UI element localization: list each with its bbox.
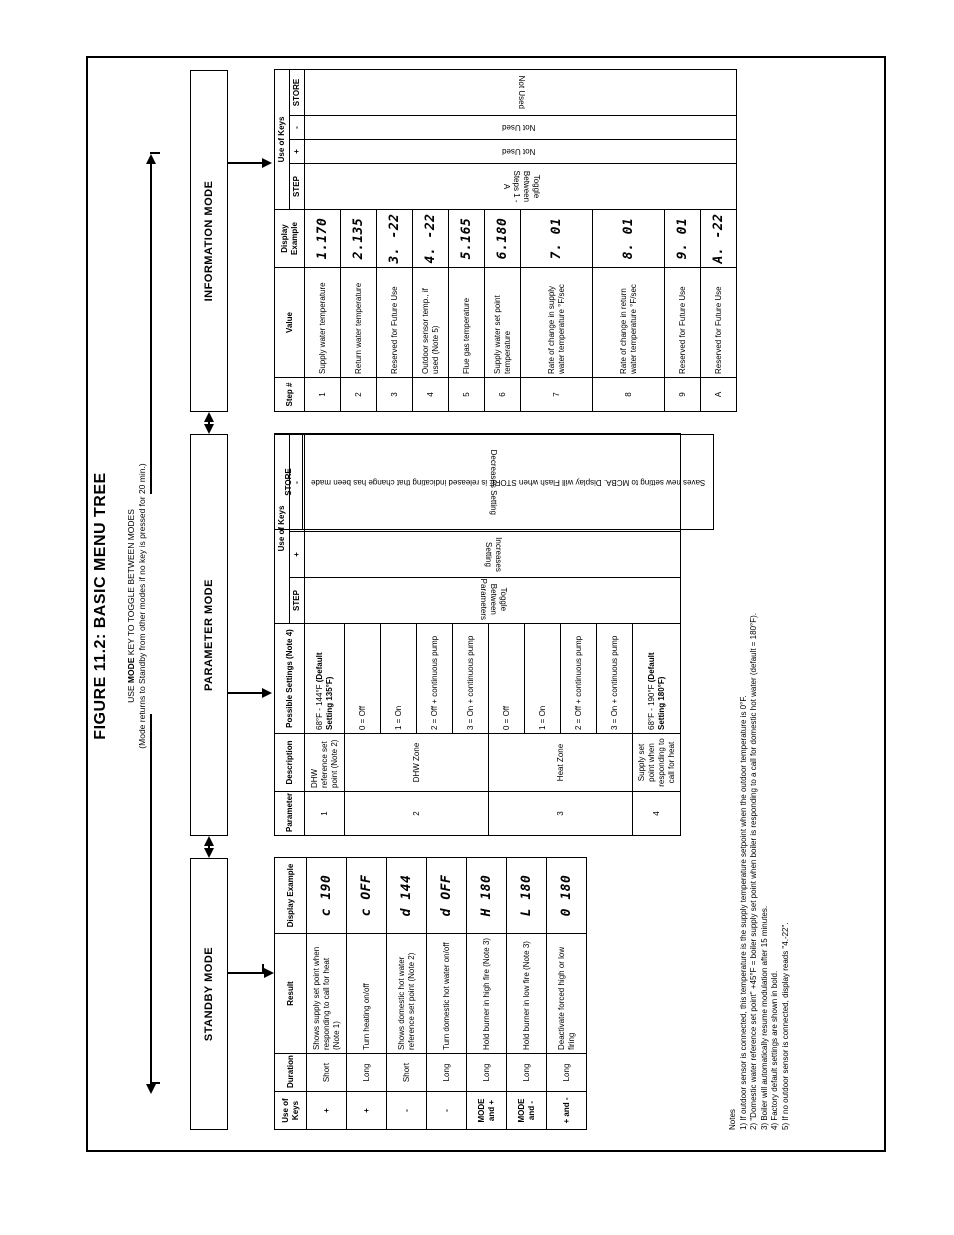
parameter-mode-box[interactable]: PARAMETER MODE: [190, 434, 228, 836]
info-display: 4. -22: [413, 210, 449, 268]
note-item: 3) Boiler will automatically resume modulation after 15 minutes.: [759, 905, 769, 1130]
param-1-desc: DHW reference set point (Note 2): [305, 734, 345, 792]
info-table: [274, 69, 737, 412]
info-step: 5: [449, 378, 485, 412]
parameter-down-line: [228, 692, 262, 694]
info-value: Reserved for Future Use: [701, 268, 737, 378]
param-2-s1: 1 = On: [381, 624, 417, 734]
param-step-text: Toggle Between Parameters: [478, 578, 508, 621]
figure-frame: [86, 56, 886, 1152]
info-value: Reserved for Future Use: [377, 268, 413, 378]
note-item: 5) If no outdoor sensor is connected, display reads "4.-22".: [780, 922, 790, 1130]
info-step: 4: [413, 378, 449, 412]
info-header-plus: +: [290, 140, 305, 164]
param-2-s2: 2 = Off + continuous pump: [417, 624, 453, 734]
param-store-cell: [302, 434, 714, 530]
info-value: Rate of change in supply water temperature °F/sec: [521, 268, 593, 378]
info-step: 3: [377, 378, 413, 412]
subtitle-suffix: KEY TO TOGGLE BETWEEN MODES: [126, 509, 136, 658]
info-header-value: Value: [275, 268, 305, 378]
standby-keys: -: [387, 1092, 427, 1130]
info-display: 3. -22: [377, 210, 413, 268]
standby-display: c 190: [307, 858, 347, 934]
standby-duration: Long: [427, 1054, 467, 1092]
arrow-parameter-information-left: [204, 424, 214, 434]
param-1-setting-range: 68°F - 144°F: [314, 682, 324, 730]
rotated-page: [88, 58, 888, 1154]
info-header-minus: -: [290, 116, 305, 140]
toggle-tick-right: [150, 152, 160, 154]
standby-row: [547, 858, 587, 1130]
standby-result: Turn heating on/off: [347, 934, 387, 1054]
standby-keys: -: [427, 1092, 467, 1130]
note-item: 2) "Domestic water reference set point" +45°F = boiler supply set point when boiler is responding to a call for domestic hot water (default = 180°F).: [749, 612, 758, 1130]
info-value: Return water temperature: [341, 268, 377, 378]
subtitle-prefix: USE: [126, 683, 136, 703]
standby-row: [387, 858, 427, 1130]
info-step: 2: [341, 378, 377, 412]
param-2-num: 2: [345, 792, 489, 836]
param-header-plus: +: [290, 532, 305, 578]
standby-keys: MODE and +: [467, 1092, 507, 1130]
info-value: Supply water set point temperature: [485, 268, 521, 378]
param-header-parameter: Parameter: [275, 792, 305, 836]
info-minus-text: Not Used: [502, 123, 536, 133]
standby-keys: +: [307, 1092, 347, 1130]
info-value: Supply water temperature: [305, 268, 341, 378]
info-header-row-1: [275, 69, 290, 411]
standby-down-arrow: [264, 968, 274, 978]
param-plus-text: Increases Setting: [483, 537, 503, 572]
info-store-cell: [305, 69, 737, 115]
standby-row: [507, 858, 547, 1130]
standby-duration: Long: [347, 1054, 387, 1092]
param-4-setting: [633, 624, 681, 734]
standby-down-line: [228, 972, 264, 974]
param-3-s2: 2 = Off + continuous pump: [561, 624, 597, 734]
standby-header-result: Result: [275, 934, 307, 1054]
info-store-text: Not Used: [516, 75, 526, 110]
param-header-minus: -: [290, 433, 305, 531]
info-plus-text: Not Used: [502, 147, 536, 157]
info-header-use-of-keys: Use of Keys: [275, 69, 290, 209]
standby-header-duration: Duration: [275, 1054, 307, 1092]
arrow-parameter-information-right: [204, 412, 214, 422]
info-step: A: [701, 378, 737, 412]
param-header-store: STORE: [275, 435, 303, 530]
figure-title: FIGURE 11.2: BASIC MENU TREE: [92, 472, 109, 740]
note-item: 1) If outdoor sensor is connected, this temperature is the supply temperature setpoint when the outdoor temperature is 0°F.: [738, 695, 748, 1130]
info-display: 9. 01: [665, 210, 701, 268]
subtitle-mode-key: MODE: [126, 657, 136, 684]
param-3-s3: 3 = On + continuous pump: [597, 624, 633, 734]
info-plus-cell: [305, 140, 737, 164]
param-header-step: STEP: [290, 578, 305, 624]
standby-result: Shows domestic hot water reference set point (Note 2): [387, 934, 427, 1054]
info-step: 8: [593, 378, 665, 412]
standby-display: d OFF: [427, 858, 467, 934]
param-header-use-of-keys: Use of Keys: [275, 433, 290, 623]
toggle-line-right: [150, 164, 152, 494]
param-4-setting-range: 68°F - 190°F: [646, 682, 656, 730]
param-4-num: 4: [633, 792, 681, 836]
note-item: 4) Factory default settings are shown in bold.: [770, 970, 779, 1130]
info-step-text: Toggle Between Steps 1 - A: [501, 170, 541, 203]
info-step: 9: [665, 378, 701, 412]
toggle-line-left: [150, 714, 152, 1084]
standby-keys: + and -: [547, 1092, 587, 1130]
standby-table: [274, 857, 587, 1130]
param-store-text: Saves new setting to MCBA. Display will Flash when STORE is released indicating that change has been made: [310, 478, 706, 487]
standby-header-keys: Use of Keys: [275, 1092, 307, 1130]
standby-duration: Long: [547, 1054, 587, 1092]
standby-row: [307, 858, 347, 1130]
param-4-desc: Supply set point when responding to call for heat: [633, 734, 681, 792]
info-display: 8. 01: [593, 210, 665, 268]
info-display: 7. 01: [521, 210, 593, 268]
standby-display: 0 180: [547, 858, 587, 934]
arrow-standby-parameter-left: [204, 848, 214, 858]
info-display: 6.180: [485, 210, 521, 268]
toggle-arrow-right: [146, 154, 156, 164]
standby-header-row: [275, 858, 307, 1130]
param-step-cell: [305, 578, 681, 624]
info-header-display: Display Example: [275, 210, 305, 268]
param-2-s0: 0 = Off: [345, 624, 381, 734]
info-row: [305, 69, 341, 411]
standby-duration: Short: [307, 1054, 347, 1092]
standby-result: Turn domestic hot water on/off: [427, 934, 467, 1054]
param-4-setting-default: (Default Setting 180°F): [646, 652, 666, 730]
info-header-step: Step #: [275, 378, 305, 412]
info-header-store: STORE: [290, 69, 305, 115]
info-step: 6: [485, 378, 521, 412]
standby-result: Hold burner in low fire (Note 3): [507, 934, 547, 1054]
notes-block: [728, 430, 791, 1130]
standby-display: L 180: [507, 858, 547, 934]
info-display: 1.170: [305, 210, 341, 268]
standby-row: [427, 858, 467, 1130]
info-display: A. -22: [701, 210, 737, 268]
standby-duration: Short: [387, 1054, 427, 1092]
standby-duration: Long: [467, 1054, 507, 1092]
param-3-s0: 0 = Off: [489, 624, 525, 734]
notes-heading: Notes: [728, 1109, 737, 1130]
param-store-table: [274, 434, 303, 530]
param-1-setting: [305, 624, 345, 734]
param-plus-cell: [305, 532, 681, 578]
parameter-down-arrow: [262, 688, 272, 698]
standby-display: c OFF: [347, 858, 387, 934]
standby-row: [347, 858, 387, 1130]
standby-keys: +: [347, 1092, 387, 1130]
information-down-arrow: [262, 158, 272, 168]
param-header-settings: Possible Settings (Note 4): [275, 624, 305, 734]
info-minus-cell: [305, 116, 737, 140]
standby-keys: MODE and -: [507, 1092, 547, 1130]
info-value: Reserved for Future Use: [665, 268, 701, 378]
info-value: Rate of change in return water temperature °F/sec: [593, 268, 665, 378]
param-3-desc: Heat Zone: [489, 734, 633, 792]
info-step: 7: [521, 378, 593, 412]
info-step: 1: [305, 378, 341, 412]
information-mode-box[interactable]: INFORMATION MODE: [190, 70, 228, 412]
figure-subtitle: [126, 58, 148, 1154]
info-header-k-step: STEP: [290, 164, 305, 210]
param-header-description: Description: [275, 734, 305, 792]
info-value: Outdoor sensor temp., if used (Note 5): [413, 268, 449, 378]
param-3-num: 3: [489, 792, 633, 836]
standby-header-display: Display Example: [275, 858, 307, 934]
param-2-desc: DHW Zone: [345, 734, 489, 792]
info-value: Flue gas temperature: [449, 268, 485, 378]
toggle-tick-left: [150, 1082, 160, 1084]
standby-result: Shows supply set point when responding to call for heat (Note 1): [307, 934, 347, 1054]
param-2-s3: 3 = On + continuous pump: [453, 624, 489, 734]
standby-row: [467, 858, 507, 1130]
param-store-header-row: [275, 435, 303, 530]
information-down-line: [228, 162, 262, 164]
arrow-standby-parameter-right: [204, 836, 214, 846]
standby-display: H 180: [467, 858, 507, 934]
param-1-setting-default: (Default Setting 135°F): [314, 652, 334, 730]
info-step-cell: [305, 164, 737, 210]
standby-display: d 144: [387, 858, 427, 934]
param-3-s1: 1 = On: [525, 624, 561, 734]
param-1-num: 1: [305, 792, 345, 836]
param-minus-text: Decreases Setting: [488, 449, 498, 516]
standby-result: Hold burner in high fire (Note 3): [467, 934, 507, 1054]
standby-mode-box[interactable]: STANDBY MODE: [190, 858, 228, 1130]
standby-duration: Long: [507, 1054, 547, 1092]
toggle-arrow-left: [146, 1084, 156, 1094]
standby-result: Deactivate forced high or low firing: [547, 934, 587, 1054]
info-display: 5.165: [449, 210, 485, 268]
subtitle-line2: (Mode returns to Standby from other modes if no key is pressed for 20 min.): [137, 463, 147, 749]
info-display: 2.135: [341, 210, 377, 268]
